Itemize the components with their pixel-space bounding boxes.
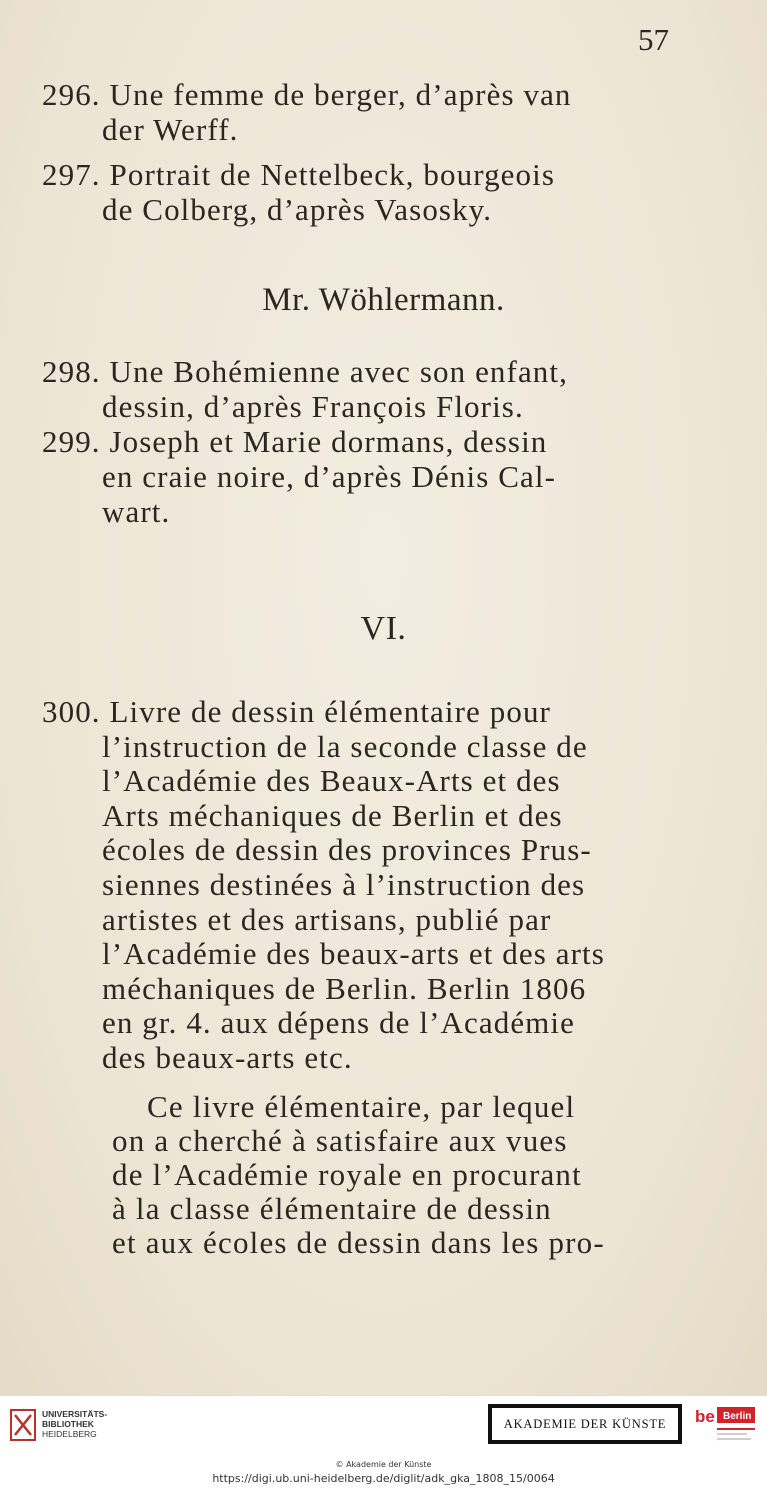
paragraph-line: Ce livre élémentaire, par lequel [147, 1089, 576, 1124]
entry-line: l’Académie des beaux-arts et des arts [102, 936, 605, 972]
paragraph-line: de l’Académie royale en procurant [112, 1157, 582, 1192]
paragraph-line: et aux écoles de dessin dans les pro- [112, 1225, 605, 1260]
catalog-entry-297 [42, 158, 672, 228]
svg-text:be: be [695, 1407, 715, 1426]
catalog-entry-298 [42, 355, 672, 425]
be-berlin-logo-icon[interactable] [693, 1402, 757, 1448]
entry-line: 299. Joseph et Marie dormans, dessin [42, 424, 548, 459]
section-heading-person: Mr. Wöhlermann. [262, 282, 505, 318]
catalog-entry-300 [42, 695, 672, 1076]
academy-logo[interactable] [488, 1404, 682, 1444]
entry-line: 297. Portrait de Nettelbeck, bourgeois [42, 157, 556, 192]
section-heading-roman: VI. [360, 610, 407, 647]
entry-line: 300. Livre de dessin élémentaire pour [42, 694, 551, 729]
entry-line: méchaniques de Berlin. Berlin 1806 [102, 970, 587, 1006]
entry-line: l’Académie des Beaux-Arts et des [102, 763, 561, 799]
entry-line: écoles de dessin des provinces Prus- [102, 832, 592, 868]
entry-line: des beaux-arts etc. [102, 1039, 353, 1075]
viewer-footer [0, 1395, 767, 1456]
entry-line: siennes destinées à l’instruction des [102, 866, 586, 902]
library-line: HEIDELBERG [42, 1429, 97, 1439]
page-number: 57 [638, 22, 669, 57]
entry-line: en gr. 4. aux dépens de l’Académie [102, 1005, 575, 1041]
university-library-name[interactable] [42, 1409, 107, 1439]
paragraph-line: à la classe élémentaire de dessin [112, 1191, 552, 1226]
copyright-notice: © Akademie der Künste [335, 1460, 432, 1469]
body-paragraph [42, 1090, 678, 1260]
library-line: UNIVERSITÄTS- [42, 1409, 108, 1419]
entry-line: dessin, d’après François Floris. [102, 388, 524, 424]
entry-line: der Werff. [102, 111, 239, 147]
entry-line: Arts méchaniques de Berlin et des [102, 797, 563, 833]
paragraph-line: on a cherché à satisfaire aux vues [112, 1123, 568, 1158]
entry-line: en craie noire, d’après Dénis Cal- [102, 458, 556, 494]
source-url[interactable]: https://digi.ub.uni-heidelberg.de/diglit/adk_gka_1808_15/0064 [212, 1472, 555, 1485]
entry-line: 296. Une femme de berger, d’après van [42, 77, 572, 112]
catalog-entry-296 [42, 78, 672, 148]
svg-text:Berlin: Berlin [723, 1411, 752, 1422]
catalog-entry-299 [42, 425, 672, 529]
entry-line: de Colberg, d’après Vasosky. [102, 191, 493, 227]
entry-line: artistes et des artisans, publié par [102, 901, 552, 937]
entry-line: l’instruction de la seconde classe de [102, 728, 588, 764]
entry-line: 298. Une Bohémienne avec son enfant, [42, 354, 568, 389]
academy-label: AKADEMIE DER KÜNSTE [492, 1408, 678, 1440]
library-line: BIBLIOTHEK [42, 1419, 94, 1429]
university-library-logo-icon[interactable] [10, 1406, 36, 1444]
entry-line: wart. [102, 493, 171, 529]
